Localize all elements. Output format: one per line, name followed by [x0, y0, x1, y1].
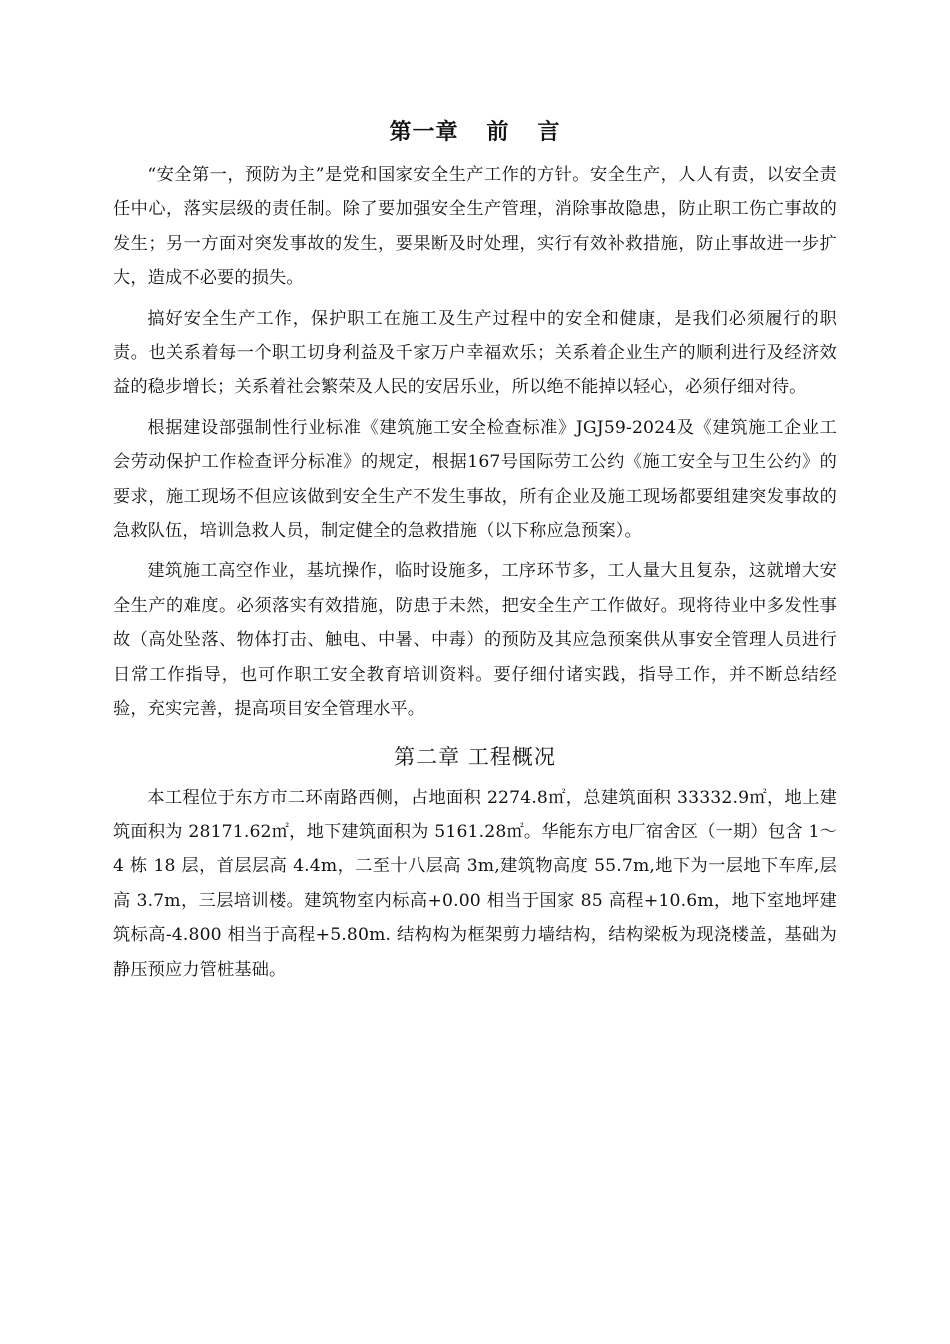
chapter-1-title-number: 第一章: [389, 119, 459, 145]
chapter-2-paragraph-1: 本工程位于东方市二环南路西侧，占地面积 2274.8㎡，总建筑面积 33332.9㎡，地上建筑面积为 28171.62㎡，地下建筑面积为 5161.28㎡。华能东方电厂宿舍区（一期）包含 1～4 栋 18 层，首层层高 4.4m，二至十八层高 3m,建筑物高度 55.7m,地下为一层地下车库,层高 3.7m，三层培训楼。建筑物室内标高+0.00 相当于国家 85 高程+10.6m，地下室地坪建筑标高-4.800 相当于高程+5.80m. 结构构为框架剪力墙结构，结构梁板为现浇楼盖，基础为静压预应力管桩基础。: [113, 787, 837, 980]
chapter-1-paragraph-3: 根据建设部强制性行业标准《建筑施工安全检查标准》JGJ59-2024及《建筑施工企业工会劳动保护工作检查评分标准》的规定，根据167号国际劳工公约《施工安全与卫生公约》的要求，施工现场不但应该做到安全生产不发生事故，所有企业及施工现场都要组建突发事故的急救队伍，培训急救人员，制定健全的急救措施（以下称应急预案）。: [113, 417, 837, 542]
chapter-1-paragraph-1: “安全第一，预防为主”是党和国家安全生产工作的方针。安全生产，人人有责，以安全责任中心，落实层级的责任制。除了要加强安全生产管理，消除事故隐患，防止职工伤亡事故的发生；另一方面对突发事故的发生，要果断及时处理，实行有效补救措施，防止事故进一步扩大，造成不必要的损失。: [113, 165, 837, 289]
chapter-1-title-char-2: 言: [537, 119, 561, 145]
chapter-1-paragraph-4: 建筑施工高空作业，基坑操作，临时设施多，工序环节多，工人量大且复杂，这就增大安全生产的难度。必须落实有效措施，防患于未然，把安全生产工作做好。现将待业中多发性事故（高处坠落、物体打击、触电、中暑、中毒）的预防及其应急预案供从事安全管理人员进行日常工作指导，也可作职工安全教育培训资料。要仔细付诸实践，指导工作，并不断总结经验，充实完善，提高项目安全管理水平。: [113, 561, 837, 720]
chapter-2-title: 第二章 工程概况: [394, 744, 556, 769]
chapter-1-paragraph-2: 搞好安全生产工作，保护职工在施工及生产过程中的安全和健康，是我们必须履行的职责。也关系着每一个职工切身利益及千家万户幸福欢乐；关系着企业生产的顺利进行及经济效益的稳步增长；关系着社会繁荣及人民的安居乐业，所以绝不能掉以轻心，必须仔细对待。: [113, 308, 837, 398]
chapter-1-title: [113, 112, 837, 152]
document-content: [113, 112, 837, 993]
chapter-1-title-char-1: 前: [486, 119, 510, 145]
